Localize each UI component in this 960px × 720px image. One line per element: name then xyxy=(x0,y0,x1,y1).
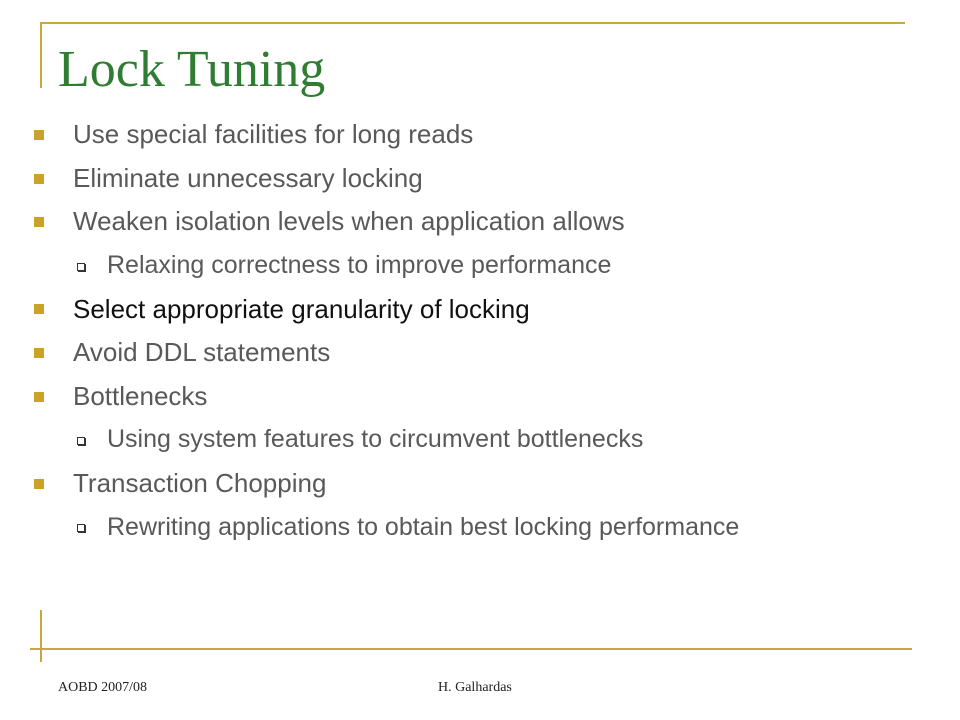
bullet-text: Eliminate unnecessary locking xyxy=(73,162,423,193)
bullet-item xyxy=(34,200,739,244)
bullet-item xyxy=(34,157,739,201)
bullet-text: Bottlenecks xyxy=(73,380,208,411)
bullet-text: Weaken isolation levels when application allows xyxy=(73,206,625,237)
bullet-list xyxy=(34,113,739,549)
bullet-item xyxy=(34,287,739,331)
bullet-text: Select appropriate granularity of locking xyxy=(73,293,530,324)
slide-title: Lock Tuning xyxy=(58,41,326,98)
square-bullet-icon xyxy=(34,392,44,402)
square-bullet-icon xyxy=(34,479,44,489)
bullet-item xyxy=(34,375,739,419)
square-bullet-icon xyxy=(34,304,44,314)
footer-author: H. Galhardas xyxy=(438,680,512,695)
hollow-square-bullet-icon xyxy=(77,263,85,271)
bullet-item xyxy=(34,113,739,157)
hollow-square-bullet-icon xyxy=(77,524,85,532)
left-frame-line xyxy=(40,22,42,88)
square-bullet-icon xyxy=(34,130,44,140)
bullet-text: Use special facilities for long reads xyxy=(73,119,474,150)
square-bullet-icon xyxy=(34,217,44,227)
sub-bullet-item xyxy=(34,418,739,462)
bullet-text: Transaction Chopping xyxy=(73,468,327,499)
sub-bullet-item xyxy=(34,244,739,288)
square-bullet-icon xyxy=(34,174,44,184)
sub-bullet-text: Rewriting applications to obtain best locking performance xyxy=(107,512,740,541)
square-bullet-icon xyxy=(34,348,44,358)
hollow-square-bullet-icon xyxy=(77,437,85,445)
sub-bullet-text: Using system features to circumvent bottlenecks xyxy=(107,425,644,454)
bottom-left-frame-line xyxy=(40,610,42,662)
sub-bullet-text: Relaxing correctness to improve performance xyxy=(107,251,612,280)
bullet-item xyxy=(34,462,739,506)
bullet-item xyxy=(34,331,739,375)
top-frame-line xyxy=(40,22,905,24)
bottom-frame-line xyxy=(30,648,912,650)
sub-bullet-item xyxy=(34,505,739,549)
bullet-text: Avoid DDL statements xyxy=(73,337,331,368)
footer-course: AOBD 2007/08 xyxy=(58,680,148,695)
